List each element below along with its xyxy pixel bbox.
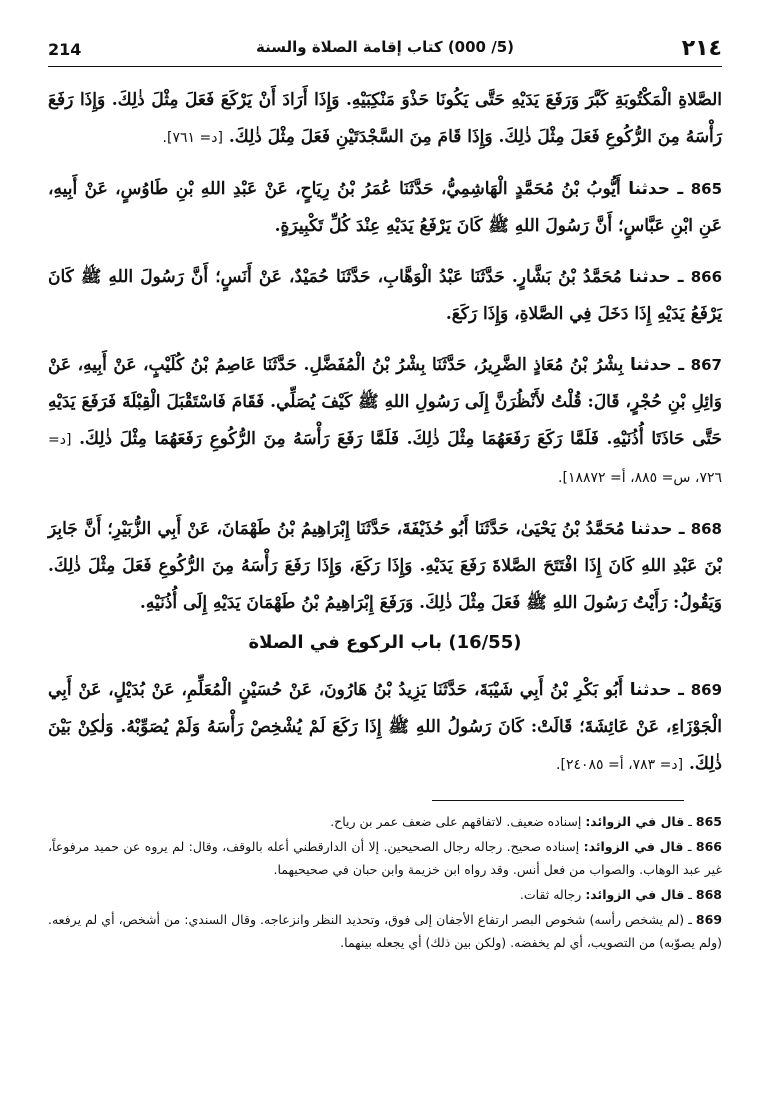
hadith-paragraph: 869 ـ حدثنا أَبُو بَكْرِ بْنُ أَبِي شَيْبَةَ، حَدَّثَنَا يَزِيدُ بْنُ هَارُونَ، عَنْ حُسَيْنٍ الْمُعَلِّمِ، عَنْ بُدَيْلٍ، عَنْ أَبِي الْجَوْزَاءِ، عَنْ عَائِشَةَ؛ قَالَتْ: كَانَ رَسُولُ اللهِ ﷺ إِذَا رَكَعَ لَمْ يُشْخِصْ رَأْسَهُ وَلَمْ يُصَوِّبْهُ. وَلٰكِنْ بَيْنَ ذٰلِكَ. [د= ٧٨٣، أ= ٢٤٠٨٥]. — [48, 680, 723, 774]
page-number-latin: 214 — [48, 40, 82, 59]
footnote-number: 866 — [695, 839, 722, 854]
footnote-number: 865 — [695, 814, 722, 829]
hadith-paragraph — [48, 82, 722, 157]
hadith-number: 866 — [690, 268, 723, 286]
footnote-label: قال في الزوائد: — [585, 814, 685, 829]
footnote-number: 869 — [695, 912, 723, 927]
hadith-text: بِشْرُ بْنُ مُعَاذٍ الضَّرِيرُ، حَدَّثَنَا بِشْرُ بْنُ الْمُفَضَّلِ. حَدَّثَنَا عَاصِمُ بْنُ كُلَيْبٍ، عَنْ أَبِيهِ، عَنْ وَائِلِ بْنِ حُجْرٍ، قَالَ: قُلْتُ لأَنْظُرَنَّ إِلَى رَسُولِ اللهِ ﷺ كَيْفَ يُصَلِّي. فَقَامَ فَاسْتَقْبَلَ الْقِبْلَةَ فَرَفَعَ يَدَيْهِ حَتَّى حَاذَتَا أُذُنَيْهِ. فَلَمَّا رَكَعَ رَفَعَهُمَا مِثْلَ ذٰلِكَ. فَلَمَّا رَفَعَ رَأْسَهُ مِنَ الرُّكُوعِ رَفَعَهُمَا مِثْلَ ذٰلِكَ. — [48, 355, 722, 449]
hadith-text: أَيُّوبُ بْنُ مُحَمَّدٍ الْهَاشِمِيُّ، حَدَّثَنَا عُمَرُ بْنُ رِيَاحٍ، عَنْ عَبْدِ اللهِ بْنِ طَاوُسٍ، عَنْ أَبِيهِ، عَنِ ابْنِ عَبَّاسٍ؛ أَنَّ رَسُولَ اللهِ ﷺ كَانَ يَرْفَعُ يَدَيْهِ عِنْدَ كُلِّ تَكْبِيرَةٍ. — [48, 179, 722, 236]
hadith-reference: [د= ٧٨٣، أ= ٢٤٠٨٥]. — [556, 757, 684, 773]
hadith-text: مُحَمَّدُ بْنُ بَشَّارٍ. حَدَّثَنَا عَبْدُ الْوَهَّابِ، حَدَّثَنَا حُمَيْدٌ، عَنْ أَنَسٍ؛ أَنَّ رَسُولَ اللهِ ﷺ كَانَ يَرْفَعُ يَدَيْهِ إِذَا دَخَلَ فِي الصَّلاةِ، وَإِذَا رَكَعَ. — [48, 267, 722, 324]
hadith-lead: حدثنا — [629, 680, 672, 700]
hadith-number: 867 — [690, 356, 722, 374]
hadith-paragraph: 867 ـ حدثنا بِشْرُ بْنُ مُعَاذٍ الضَّرِيرُ، حَدَّثَنَا بِشْرُ بْنُ الْمُفَضَّلِ. حَدَّثَنَا عَاصِمُ بْنُ كُلَيْبٍ، عَنْ أَبِيهِ، عَنْ وَائِلِ بْنِ حُجْرٍ، قَالَ: قُلْتُ لأَنْظُرَنَّ إِلَى رَسُولِ اللهِ ﷺ كَيْفَ يُصَلِّي. فَقَامَ فَاسْتَقْبَلَ الْقِبْلَةَ فَرَفَعَ يَدَيْهِ حَتَّى حَاذَتَا أُذُنَيْهِ. فَلَمَّا رَكَعَ رَفَعَهُمَا مِثْلَ ذٰلِكَ. فَلَمَّا رَفَعَ رَأْسَهُ مِنَ الرُّكُوعِ رَفَعَهُمَا مِثْلَ ذٰلِكَ. [د= ٧٢٦، س= ٨٨٥، أ= ١٨٨٧٢]. — [48, 355, 722, 486]
hadith-lead: حدثنا — [628, 179, 670, 199]
hadith-reference: [د= ٧٢٦، س= ٨٨٥، أ= ١٨٨٧٢]. — [48, 432, 722, 486]
footnote: 866 ـ قال في الزوائد: إسناده صحيح. رجاله رجال الصحيحين. إلا أن الدارقطني أعله بالوقف، وقال: لم يروه عن حميد مرفوعاً، غير عبد الوهاب. والصواب من فعل أنس. وقد رواه ابن خزيمة وابن حبان في صحيحيهما. — [48, 839, 722, 877]
hadith-number: 869 — [690, 681, 723, 699]
hadith-text-section — [48, 82, 722, 636]
hadith-text: الصَّلاةِ الْمَكْتُوبَةِ كَبَّرَ وَرَفَعَ يَدَيْهِ حَتَّى يَكُونَا حَذْوَ مَنْكِبَيْهِ. وَإِذَا أَرَادَ أَنْ يَرْكَعَ فَعَلَ مِثْلَ ذٰلِكَ. وَإِذَا رَفَعَ رَأْسَهُ مِنَ الرُّكُوعِ فَعَلَ مِثْلَ ذٰلِكَ. وَإِذَا قَامَ مِنَ السَّجْدَتَيْنِ فَعَلَ مِثْلَ ذٰلِكَ. — [48, 90, 722, 147]
hadith-number: 865 — [690, 180, 723, 198]
footnote-text: إسناده ضعيف. لاتفاقهم على ضعف عمر بن رياح. — [330, 814, 582, 829]
footnote: 869 ـ (لم يشخص رأسه) شخوص البصر ارتفاع الأجفان إلى فوق، وتحديد النظر وانزعاجه. وقال السندي: من أشخص، أي لم يرفعه. (ولم يصوّبه) من التصويب، أي لم يخفضه. (ولكن بين ذلك) أي يجعله بينهما. — [48, 912, 723, 950]
page-header — [48, 28, 722, 70]
footnotes — [48, 810, 722, 956]
hadith-number: 868 — [690, 520, 722, 538]
chapter-title: (16/55) باب الركوع في الصلاة — [248, 632, 522, 653]
page-number-arabic: ٢١٤ — [681, 36, 722, 61]
footnote: 868 ـ قال في الزوائد: رجاله ثقات. — [519, 887, 722, 902]
running-title: (5/ 000) كتاب إقامة الصلاة والسنة — [256, 38, 514, 56]
header-rule — [48, 66, 722, 67]
hadith-paragraph: 866 ـ حدثنا مُحَمَّدُ بْنُ بَشَّارٍ. حَدَّثَنَا عَبْدُ الْوَهَّابِ، حَدَّثَنَا حُمَيْدٌ، عَنْ أَنَسٍ؛ أَنَّ رَسُولَ اللهِ ﷺ كَانَ يَرْفَعُ يَدَيْهِ إِذَا دَخَلَ فِي الصَّلاةِ، وَإِذَا رَكَعَ. — [48, 267, 723, 324]
hadith-text: أَبُو بَكْرِ بْنُ أَبِي شَيْبَةَ، حَدَّثَنَا يَزِيدُ بْنُ هَارُونَ، عَنْ حُسَيْنٍ الْمُعَلِّمِ، عَنْ بُدَيْلٍ، عَنْ أَبِي الْجَوْزَاءِ، عَنْ عَائِشَةَ؛ قَالَتْ: كَانَ رَسُولُ اللهِ ﷺ إِذَا رَكَعَ لَمْ يُشْخِصْ رَأْسَهُ وَلَمْ يُصَوِّبْهُ. وَلٰكِنْ بَيْنَ ذٰلِكَ. — [48, 680, 722, 774]
hadith-paragraph: 865 ـ حدثنا أَيُّوبُ بْنُ مُحَمَّدٍ الْهَاشِمِيُّ، حَدَّثَنَا عُمَرُ بْنُ رِيَاحٍ، عَنْ عَبْدِ اللهِ بْنِ طَاوُسٍ، عَنْ أَبِيهِ، عَنِ ابْنِ عَبَّاسٍ؛ أَنَّ رَسُولَ اللهِ ﷺ كَانَ يَرْفَعُ يَدَيْهِ عِنْدَ كُلِّ تَكْبِيرَةٍ. — [48, 179, 723, 236]
hadith-paragraph: 868 ـ حدثنا مُحَمَّدُ بْنُ يَحْيَىٰ، حَدَّثَنَا أَبُو حُذَيْفَةَ، حَدَّثَنَا إِبْرَاهِيمُ بْنُ طَهْمَانَ، عَنْ أَبِي الزُّبَيْرِ؛ أَنَّ جَابِرَ بْنَ عَبْدِ اللهِ كَانَ إِذَا افْتَتَحَ الصَّلاةَ رَفَعَ يَدَيْهِ. وَإِذَا رَكَعَ، وَإِذَا رَفَعَ رَأْسَهُ مِنَ الرُّكُوعِ فَعَلَ مِثْلَ ذٰلِكَ. وَيَقُولُ: رَأَيْتُ رَسُولَ اللهِ ﷺ فَعَلَ مِثْلَ ذٰلِكَ. وَرَفَعَ إِبْرَاهِيمُ بْنُ طَهْمَانَ يَدَيْهِ إِلَى أُذُنَيْهِ. — [48, 519, 722, 613]
footnote-text: رجاله ثقات. — [519, 887, 582, 902]
hadith-text-section-2 — [48, 672, 722, 798]
footnote-text: (لم يشخص رأسه) شخوص البصر ارتفاع الأجفان إلى فوق، وتحديد النظر وانزعاجه. وقال السندي: من أشخص، أي لم يرفعه. (ولم يصوّبه) من التصويب، أي لم يخفضه. (ولكن بين ذلك) أي يجعله بينهما. — [48, 912, 722, 950]
hadith-text: مُحَمَّدُ بْنُ يَحْيَىٰ، حَدَّثَنَا أَبُو حُذَيْفَةَ، حَدَّثَنَا إِبْرَاهِيمُ بْنُ طَهْمَانَ، عَنْ أَبِي الزُّبَيْرِ؛ أَنَّ جَابِرَ بْنَ عَبْدِ اللهِ كَانَ إِذَا افْتَتَحَ الصَّلاةَ رَفَعَ يَدَيْهِ. وَإِذَا رَكَعَ، وَإِذَا رَفَعَ رَأْسَهُ مِنَ الرُّكُوعِ فَعَلَ مِثْلَ ذٰلِكَ. وَيَقُولُ: رَأَيْتُ رَسُولَ اللهِ ﷺ فَعَلَ مِثْلَ ذٰلِكَ. وَرَفَعَ إِبْرَاهِيمُ بْنُ طَهْمَانَ يَدَيْهِ إِلَى أُذُنَيْهِ. — [48, 519, 722, 613]
hadith-reference: [د= ٧٦١]. — [162, 130, 223, 146]
footnote-number: 868 — [695, 887, 722, 902]
hadith-lead: حدثنا — [630, 519, 673, 539]
footnote-rule — [432, 800, 684, 801]
footnote: 865 ـ قال في الزوائد: إسناده ضعيف. لاتفاقهم على ضعف عمر بن رياح. — [330, 814, 722, 829]
hadith-lead: حدثنا — [629, 355, 672, 375]
footnote-label: قال في الزوائد: — [583, 839, 684, 854]
hadith-lead: حدثنا — [628, 267, 671, 287]
footnote-text: إسناده صحيح. رجاله رجال الصحيحين. إلا أن الدارقطني أعله بالوقف، وقال: لم يروه عن حميد مرفوعاً، غير عبد الوهاب. والصواب من فعل أنس. وقد رواه ابن خزيمة وابن حبان في صحيحيهما. — [48, 839, 722, 877]
footnote-label: قال في الزوائد: — [585, 887, 685, 902]
